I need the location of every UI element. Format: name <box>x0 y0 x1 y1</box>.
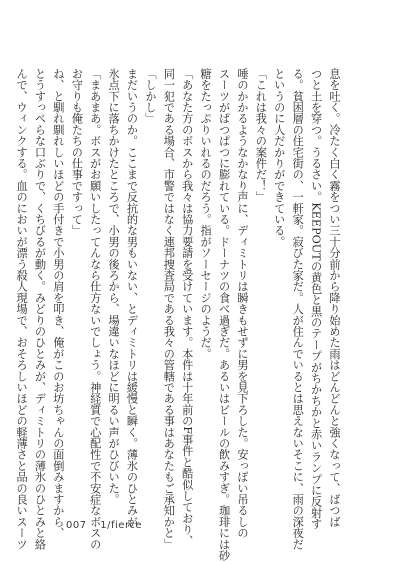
text-line: 「あなた方のボスから我々は協力要請を受けています。本件は十年前のF事件と酷似しており、 <box>180 68 194 547</box>
text-line: る。貧困層の住宅街の、一軒家。寂びた家だ。人が住んでいるとは思えないそこに、雨の深夜だ <box>291 68 305 550</box>
text-line: ね、と馴れ馴れしいほどの手付きで小男の肩を叩き、俺がこのお坊ちゃんの面倒みますから、 <box>51 68 65 539</box>
text-line: というのに人だかりができている。 <box>272 68 286 248</box>
page-footer <box>66 520 152 531</box>
text-line: 氷点下に落ちかけたところで、小男の後ろから、場違いなほどに明るい声がひびいた。 <box>107 68 121 505</box>
text-line: 「まあまあ。ボスがお願いしたってんなら仕方ないでしょう。神経質で心配性で不安症なボスの <box>88 68 102 550</box>
page-number: 007 <box>66 520 87 531</box>
text-line: お守りも俺たちの仕事ですって」 <box>70 68 84 236</box>
text-line: とうすっぺらな口ぶりで、くちびるが動く。みどりのひとみが、ディミトリの薄氷のひとみと絡 <box>33 68 47 550</box>
text-line: んで、ウィンクする。血のにおいが漂う殺人現場で、おそろしいほどの軽薄さと品の良いスーツ <box>15 68 29 550</box>
text-line: 糖をたっぷりいれるのだろう。指がソーセージのようだ。 <box>199 68 213 360</box>
text-line: 同一犯である場合、市警ではなく連邦捜査局である我々の管轄である事はあなたもご承知かと」 <box>162 68 176 550</box>
text-line: つと土を穿つ。うるさい。KEEPOUTの黄色と黒のテープがちかちかと赤いランプに反射す <box>309 68 323 530</box>
text-line: スーツがぱつぱつに膨れている。ドーナツの食べ過ぎだ。あるいはビールの飲みすぎ。珈琲には砂 <box>217 68 231 561</box>
text-line: 唾のかかるようなかなり声に、ディミトリは瞬きもせずに男を見下ろした。安っぽい吊るしの <box>235 68 249 539</box>
chapter-label: 1/fierce <box>100 520 143 531</box>
text-line: まだいうのか。ここまで反抗的な男もいない、とディミトリは緩慢と瞬く。薄氷のひとみが <box>125 68 139 528</box>
text-line: 「しかし」 <box>143 68 157 124</box>
text-line: 息を吐く。冷たく白く霧をつい三十分前から降り始めた雨はどんどんと強くなって、ばつば <box>328 68 341 528</box>
text-line: 「これは我々の案件だ！」 <box>254 68 268 203</box>
